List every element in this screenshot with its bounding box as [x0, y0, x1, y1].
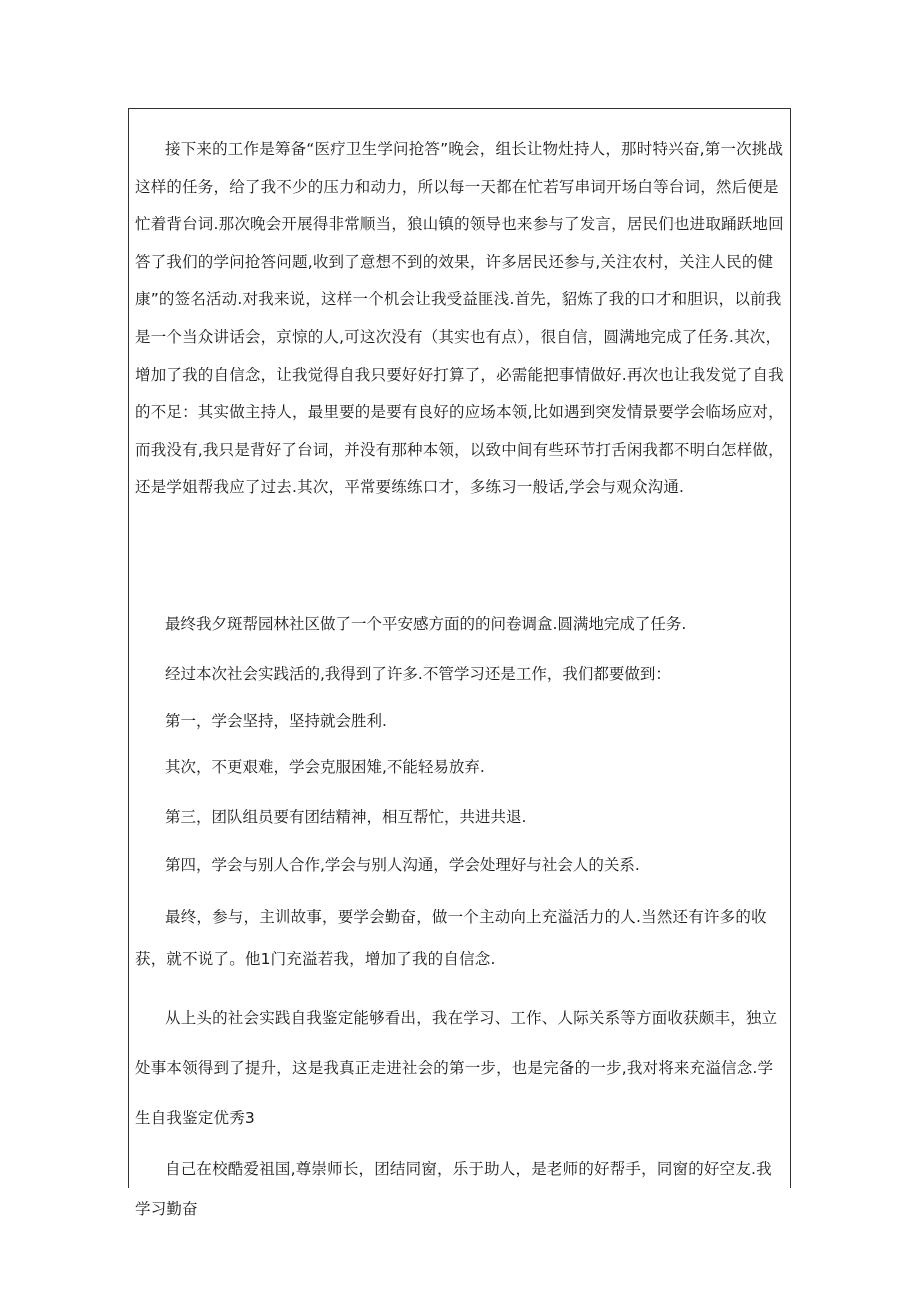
line-second: 其次，不更艰难，学会克服困雉,不能轻易放弃.	[165, 758, 485, 776]
line-first: 第一，学会坚持，坚持就会胜利.	[165, 712, 387, 730]
paragraph-host-event: 接下来的工作是筹备“医疗卫生学问抢答”晚会，组长让物灶持人，那时特兴奋,第一次挑战这样的任务，给了我不少的压力和动力，所以每一天都在忙若写串词开场白等台词，然后便是忙着背台词.那次晚会开展得非常顺当，狼山镇的领导也来参与了发言，居民们也进取踊跃地回答了我们的学问抢答问题,收到了意想不到的效果，许多居民还参与,关注农村，关注人民的健康”的签名活动.对我来说，这样一个机会让我受益匪浅.首先，貂炼了我的口才和胆识，以前我是一个当众讲话会，京惊的人,可这次没有（其实也有点），很自信，圆满地完成了任务.其次，增加了我的自信念，让我觉得自我只要好好打算了，必需能把事情做好.再次也让我发觉了自我的不足：其实做主持人，最里要的是要有良好的应场本领,比如遇到突发情景要学会临场应对，而我没有,我只是背好了台词，并没有那种本领，以致中间有些环节打舌闲我都不明白怎样做，还是学姐帮我应了过去.其次，平常要练练口才，多练习一般话,学会与观众沟通.	[135, 140, 784, 497]
line-third: 第三，团队组员要有团结精神，相互帮忙，共进共退.	[165, 808, 527, 826]
line-survey: 最终我夕斑帮园林社区做了一个平安感方面的的问卷调盒.圆满地完成了任务.	[165, 615, 687, 633]
document-page	[128, 108, 791, 1218]
paragraph-last: 自己在校酷爱祖国,尊崇师长，团结同窗，乐于助人，是老师的好帮手，同窗的好空友.我学习勤奋	[135, 1160, 772, 1218]
line-fourth: 第四，学会与别人合作,学会与别人沟通，学会处理好与社会人的关系.	[165, 856, 640, 874]
paragraph-summary: 从上头的社会实践自我鉴定能够看出，我在学习、工作、人际关系等方面收获颇丰，独立处事本领得到了提升，这是我真正走进社会的第一步，也是完备的一步,我对将来充溢信念.学生自我鉴定优秀3	[135, 1009, 778, 1127]
line-gain: 经过本次社会实践活的,我得到了许多.不管学习还是工作，我们都要做到：	[165, 665, 671, 683]
paragraph-final: 最终，参与，主训故事，要学会勤奋，做一个主动向上充溢活力的人.当然还有许多的收获，就不说了。他1门充溢若我，增加了我的自信念.	[135, 908, 767, 968]
